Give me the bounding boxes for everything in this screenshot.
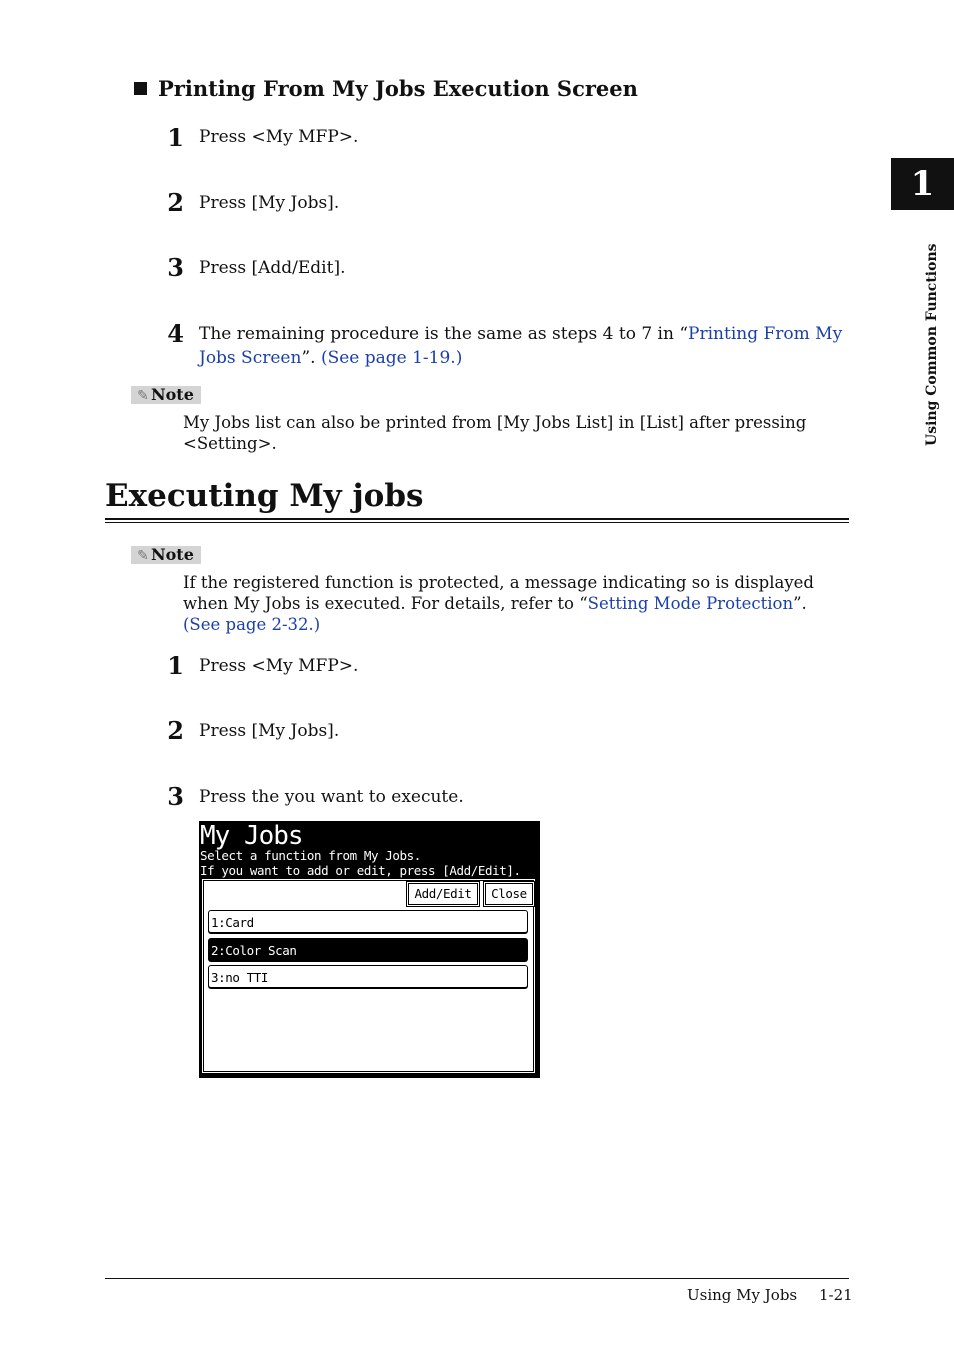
- step-number: 1: [167, 651, 184, 680]
- step-text: Press [My Jobs].: [199, 193, 340, 213]
- page-reference-link[interactable]: (See page 1-19.): [320, 348, 463, 368]
- page-number: 1-21: [819, 1286, 853, 1304]
- section-heading: [134, 76, 638, 101]
- my-jobs-screen: [199, 821, 540, 1078]
- footer-rule: [105, 1278, 849, 1279]
- step-text: The remaining procedure is the same as steps 4 to 7 in “Printing From My Jobs Screen”. (See page 1-19.): [199, 324, 843, 368]
- step-number: 4: [167, 319, 184, 348]
- chapter-title: Using Common Functions: [924, 243, 940, 446]
- step-number: 1: [167, 123, 184, 152]
- job-list-item[interactable]: 3:no TTI: [208, 965, 528, 988]
- page-title: Executing My jobs: [105, 478, 424, 514]
- add-edit-button[interactable]: Add/Edit: [408, 883, 478, 905]
- footer-section-name: Using My Jobs: [687, 1286, 798, 1304]
- step-text: Press the you want to execute.: [199, 787, 464, 807]
- step-text: Press <My MFP>.: [199, 656, 359, 676]
- close-button[interactable]: Close: [485, 883, 533, 905]
- screen-panel: [201, 878, 536, 1074]
- step-text: Press [Add/Edit].: [199, 258, 346, 278]
- job-list-item-selected[interactable]: 2:Color Scan: [208, 938, 528, 961]
- cross-reference-link[interactable]: Setting Mode Protection: [587, 594, 794, 613]
- step-text: Press [My Jobs].: [199, 721, 340, 741]
- square-bullet-icon: [134, 82, 147, 95]
- section-title: Printing From My Jobs Execution Screen: [158, 76, 638, 101]
- cross-reference-link[interactable]: Printing From My Jobs Screen: [199, 324, 843, 368]
- screen-instruction: Select a function from My Jobs.: [200, 848, 421, 863]
- heading-rule: [105, 522, 849, 523]
- heading-rule: [105, 518, 849, 520]
- step-number: 2: [167, 716, 184, 745]
- step-text: Press <My MFP>.: [199, 127, 359, 147]
- note-label: ✎ Note: [131, 386, 201, 404]
- screen-title: My Jobs: [200, 821, 303, 851]
- pencil-icon: ✎: [137, 548, 149, 564]
- note-label: ✎ Note: [131, 546, 201, 564]
- note-text: If the registered function is protected, a message indicating so is displayed when My Jobs is executed. For details, refer to “Setting Mode Protection”. (See page 2-32.): [183, 573, 814, 634]
- step-number: 2: [167, 188, 184, 217]
- job-list-item[interactable]: 1:Card: [208, 910, 528, 933]
- pencil-icon: ✎: [137, 388, 149, 404]
- note-text: My Jobs list can also be printed from [My Jobs List] in [List] after pressing <Setting>.: [183, 413, 807, 453]
- screen-instruction: If you want to add or edit, press [Add/Edit].: [200, 863, 521, 878]
- page-reference-link[interactable]: (See page 2-32.): [183, 615, 321, 634]
- chapter-tab: 1: [891, 158, 954, 210]
- step-number: 3: [167, 782, 184, 811]
- step-number: 3: [167, 253, 184, 282]
